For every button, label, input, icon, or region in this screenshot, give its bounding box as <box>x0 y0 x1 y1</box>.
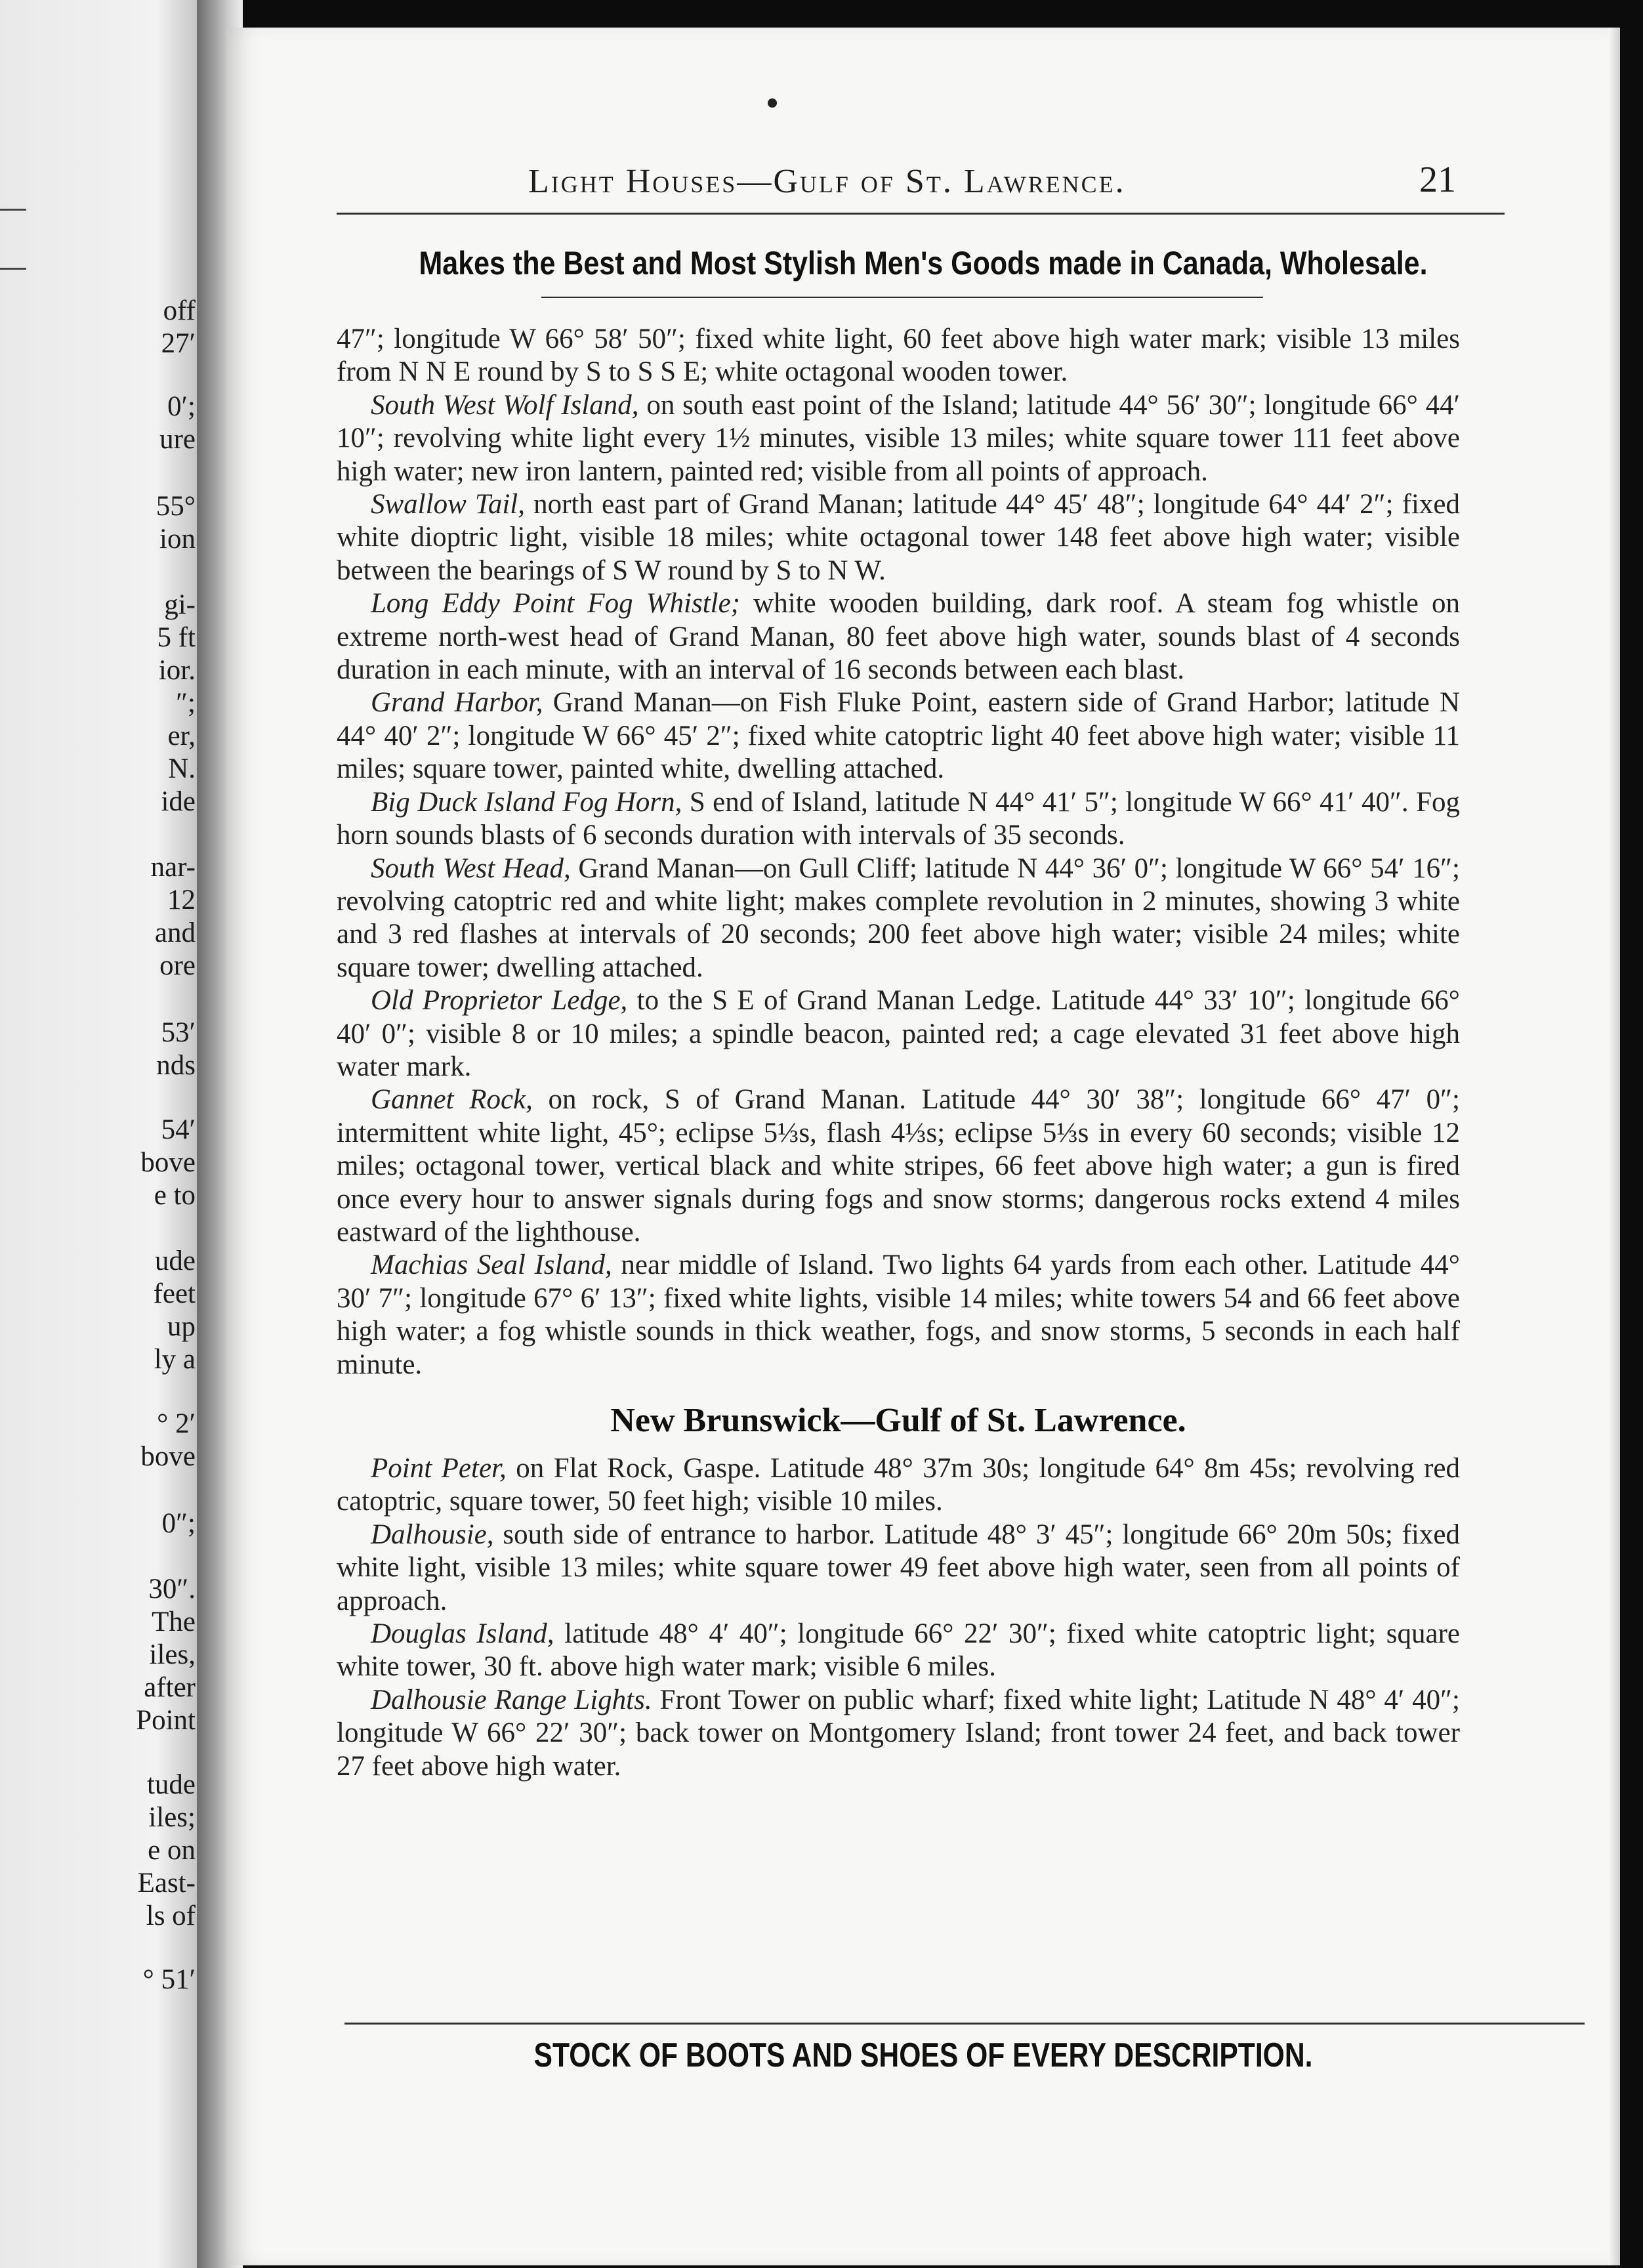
page-edge-shadow <box>1608 28 1620 2265</box>
facing-page-text: 0′; <box>167 391 196 422</box>
entry-name: Big Duck Island Fog Horn, <box>371 786 682 818</box>
facing-page-text: 27′ <box>161 328 196 359</box>
entry-name: Swallow Tail, <box>371 489 525 520</box>
facing-page-text: ure <box>159 424 196 455</box>
entry-name: Dalhousie, <box>371 1519 494 1550</box>
ink-speck <box>768 98 777 108</box>
facing-page-text: ly a <box>154 1344 196 1375</box>
facing-page-text: and <box>154 917 196 948</box>
advertisement-rule <box>541 297 1263 298</box>
facing-page-text: 53′ <box>161 1017 196 1048</box>
lighthouse-entry <box>337 1684 1460 1783</box>
facing-page-text: Point <box>136 1705 196 1736</box>
entry-text: south side of entrance to harbor. Latitude 48° 3′ 45″; longitude 66° 20m 50s; fixed white light, visible 13 miles; white square tower 49 feet above high water, seen from all points of approach. <box>337 1519 1460 1616</box>
lighthouse-entry <box>337 1452 1460 1519</box>
facing-page-text: The <box>152 1606 196 1637</box>
facing-page-text: ls of <box>146 1900 196 1931</box>
lighthouse-entry <box>337 389 1460 488</box>
entry-text: on rock, S of Grand Manan. Latitude 44° 30′ 38″; longitude 66° 47′ 0″; intermittent white light, 45°; eclipse 5⅓s, flash 4⅓s; eclipse 5⅓s in every 60 seconds; visible 12 miles; octagonal tower, vertical black and white stripes, 66 feet above high water; a gun is fired once every hour to answer signals during fogs and snow storms; dangerous rocks extend 4 miles eastward of the lighthouse. <box>337 1084 1460 1248</box>
header-rule <box>337 213 1505 215</box>
lighthouse-entry <box>337 587 1460 686</box>
facing-page-text: 12 <box>167 885 196 915</box>
facing-page-text: 30″. <box>148 1574 196 1605</box>
entry-text: Grand Manan—on Fish Fluke Point, eastern side of Grand Harbor; latitude N 44° 40′ 2″; longitude W 66° 45′ 2″; fixed white catoptric light 40 feet above high water; visible 11 miles; square tower, painted white, dwelling attached. <box>337 687 1461 785</box>
facing-page-text: gi- <box>164 589 196 620</box>
entry-text: Front Tower on public wharf; fixed white light; Latitude N 48° 4′ 40″; longitude W 66° 22′ 30″; back tower on Montgomery Island; front tower 24 feet, and back tower 27 feet above high water. <box>337 1684 1460 1782</box>
top-advertisement: Makes the Best and Most Stylish Men's Goods made in Canada, Wholesale. <box>419 245 1428 282</box>
facing-page-text: iles; <box>148 1802 196 1833</box>
facing-page-fragment <box>0 0 223 2268</box>
lighthouse-entry <box>337 786 1460 852</box>
facing-page-text: feet <box>153 1278 196 1309</box>
entry-text: near middle of Island. Two lights 64 yards from each other. Latitude 44° 30′ 7″; longitude 67° 6′ 13″; fixed white lights, visible 14 miles; white towers 54 and 66 feet above high water; a fog whistle sounds in thick weather, fogs, and snow storms, 5 seconds in each half minute. <box>337 1250 1460 1380</box>
facing-page-text: 54′ <box>161 1114 196 1145</box>
facing-page-text: ude <box>154 1246 196 1276</box>
entry-text: to the S E of Grand Manan Ledge. Latitude 44° 33′ 10″; longitude 66° 40′ 0″; visible 8 or 10 miles; a spindle beacon, painted red; a cage elevated 31 feet above high water mark. <box>337 985 1461 1082</box>
facing-page-text: nar- <box>150 852 196 883</box>
entry-text: white wooden building, dark roof. A steam fog whistle on extreme north-west head of Grand Manan, 80 feet above high water, sounds blast of 4 seconds duration in each minute, with an interval of 16 seconds between each blast. <box>337 588 1460 686</box>
lighthouse-entry <box>337 852 1460 985</box>
lighthouse-entry <box>337 1083 1460 1249</box>
entry-text: on Flat Rock, Gaspe. Latitude 48° 37m 30s; longitude 64° 8m 45s; revolving red catoptric, square tower, 50 feet high; visible 10 miles. <box>337 1453 1460 1517</box>
facing-page-rule <box>0 268 26 270</box>
facing-page-text: ore <box>159 950 196 981</box>
book-page <box>226 28 1620 2265</box>
entry-name: Dalhousie Range Lights. <box>371 1684 652 1715</box>
facing-page-text: e to <box>154 1180 196 1211</box>
entry-name: Gannet Rock, <box>371 1084 533 1116</box>
lighthouse-entry <box>337 1618 1460 1684</box>
lighthouse-listing <box>337 323 1460 1783</box>
facing-page-text: ion <box>159 524 196 555</box>
facing-page-text: e on <box>148 1835 196 1866</box>
facing-page-text: 5 ft <box>157 622 196 653</box>
facing-page-rule <box>0 209 26 211</box>
facing-page-text: off <box>163 295 196 326</box>
facing-page-text: up <box>167 1311 196 1342</box>
entry-text: on south east point of the Island; latitude 44° 56′ 30″; longitude 66° 44′ 10″; revolving white light every 1½ minutes, visible 13 miles; white square tower 111 feet above high water; new iron lantern, painted red; visible from all points of approach. <box>337 389 1460 487</box>
facing-page-text: ° 51′ <box>142 1964 196 1995</box>
footer-rule <box>344 2023 1585 2025</box>
facing-page-text: nds <box>156 1050 196 1081</box>
facing-page-text: N. <box>168 753 196 784</box>
facing-page-text: tude <box>146 1769 196 1800</box>
entry-text: S end of Island, latitude N 44° 41′ 5″; longitude W 66° 41′ 40″. Fog horn sounds blasts of 6 seconds duration with intervals of 35 seconds. <box>337 786 1460 851</box>
entry-name: Machias Seal Island, <box>371 1250 612 1281</box>
entry-name: Point Peter, <box>371 1453 507 1484</box>
page-number: 21 <box>1419 159 1456 200</box>
entry-name: Douglas Island, <box>371 1618 554 1650</box>
facing-page-text: ° 2′ <box>157 1408 196 1439</box>
entry-text: Grand Manan—on Gull Cliff; latitude N 44° 36′ 0″; longitude W 66° 54′ 16″; revolving catoptric red and white light; makes complete revolution in 2 minutes, showing 3 white and 3 red flashes at intervals of 20 seconds; 200 feet above high water; visible 24 miles; white square tower; dwelling attached. <box>337 852 1460 983</box>
facing-page-text: bove <box>140 1147 196 1178</box>
entry-name: Long Eddy Point Fog Whistle; <box>371 588 741 620</box>
entry-name: South West Wolf Island, <box>371 389 639 421</box>
facing-page-text: 0″; <box>161 1508 196 1539</box>
running-head: Light Houses—Gulf of St. Lawrence. <box>528 163 1126 200</box>
entry-name: Grand Harbor, <box>371 687 543 719</box>
entry-text: latitude 48° 4′ 40″; longitude 66° 22′ 30″; fixed white catoptric light; square white tower, 30 ft. above high water mark; visible 6 miles. <box>337 1618 1461 1683</box>
lighthouse-entry <box>337 686 1460 786</box>
entry-text: 47″; longitude W 66° 58′ 50″; fixed white light, 60 feet above high water mark; visible 13 miles from N N E round by S to S S E; white octagonal wooden tower. <box>337 324 1460 388</box>
entry-name: Old Proprietor Ledge, <box>371 985 628 1017</box>
facing-page-text: ″; <box>176 688 196 719</box>
facing-page-text: bove <box>140 1441 196 1472</box>
lighthouse-entry <box>337 323 1460 389</box>
lighthouse-entry <box>337 984 1460 1083</box>
facing-page-text: er, <box>167 721 196 751</box>
section-heading: New Brunswick—Gulf of St. Lawrence. <box>610 1402 1186 1439</box>
bottom-advertisement: STOCK OF BOOTS AND SHOES OF EVERY DESCRIPTION. <box>533 2036 1313 2074</box>
lighthouse-entry <box>337 1519 1460 1618</box>
entry-text: north east part of Grand Manan; latitude 44° 45′ 48″; longitude 64° 44′ 2″; fixed white dioptric light, visible 18 miles; white octagonal tower 148 feet above high water; visible between the bearings of S W round by S to N W. <box>337 489 1460 586</box>
facing-page-text: ide <box>161 786 196 817</box>
facing-page-text: ior. <box>158 655 196 686</box>
facing-page-text: 55° <box>156 491 196 522</box>
lighthouse-entry <box>337 1249 1460 1381</box>
facing-page-text: after <box>144 1672 196 1703</box>
lighthouse-entry <box>337 488 1460 587</box>
facing-page-text: East- <box>137 1868 196 1899</box>
entry-name: South West Head, <box>371 852 571 884</box>
facing-page-text: iles, <box>149 1639 196 1670</box>
